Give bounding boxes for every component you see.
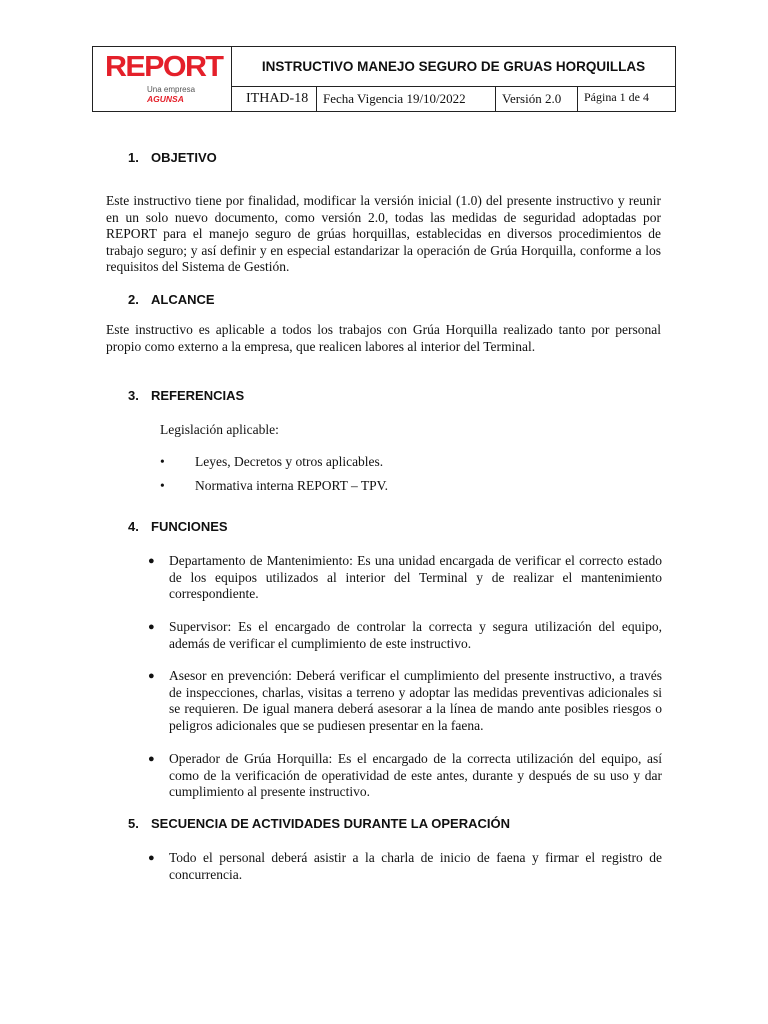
section-title-referencias: 3. REFERENCIAS <box>128 388 245 403</box>
page-number: Página 1 de 4 <box>584 90 649 104</box>
logo-tagline: Una empresa AGUNSA <box>147 85 196 104</box>
list-item: ● Todo el personal deberá asistir a la charla de inicio de faena y firmar el registro de concurrencia. <box>148 850 662 882</box>
fecha-vigencia: Fecha Vigencia 19/10/2022 <box>317 87 496 111</box>
section-title-funciones: 4. FUNCIONES <box>128 519 228 534</box>
list-item: • Leyes, Decretos y otros aplicables. <box>160 454 384 469</box>
company-logo <box>93 47 232 111</box>
list-item: ● Asesor en prevención: Deberá verificar el cumplimiento del presente instructivo, a través de inspecciones, charlas, visitas a terreno y adoptar las medidas preventivas adicionales si se requieren. De igual manera deberá asesorar a la línea de mando ante posibles riesgos o peligros adicionales que se pudiesen presentar en la faena. <box>148 668 662 733</box>
list-item: ● Operador de Grúa Horquilla: Es el encargado de la correcta utilización del equipo, así como de la verificación de operatividad de este antes, durante y después de su uso y dar cumplimiento al presente instructivo. <box>148 751 662 799</box>
logo-wordmark: REPORT <box>105 51 223 83</box>
document-header <box>92 46 676 112</box>
referencias-intro: Legislación aplicable: <box>160 422 279 437</box>
document-version: Versión 2.0 <box>496 87 578 111</box>
document-title: INSTRUCTIVO MANEJO SEGURO DE GRUAS HORQUILLAS <box>232 47 675 87</box>
section-title-objetivo: 1. OBJETIVO <box>128 150 217 165</box>
section-title-alcance: 2. ALCANCE <box>128 292 215 307</box>
list-item: ● Departamento de Mantenimiento: Es una unidad encargada de verificar el correcto estado de los equipos utilizados al interior del Terminal y de realizar el mantenimiento correspondiente. <box>148 553 662 601</box>
list-item: ● Supervisor: Es el encargado de controlar la correcta y segura utilización del equipo, además de verificar el cumplimiento de este instructivo. <box>148 619 662 651</box>
document-code: ITHAD-18 <box>232 87 317 111</box>
section-title-secuencia: 5. SECUENCIA DE ACTIVIDADES DURANTE LA OPERACIÓN <box>128 816 510 831</box>
objetivo-paragraph: Este instructivo tiene por finalidad, modificar la versión inicial (1.0) del presente instructivo y reunir en un solo nuevo documento, como versión 2.0, todas las medidas de seguridad adoptadas por REPORT para el manejo seguro de grúas horquillas, establecidas en diversos procedimientos de trabajo seguro; y así definir y en especial estandarizar la operación de Grúa Horquilla, conforme a los requisitos del Sistema de Gestión. <box>106 193 661 274</box>
alcance-paragraph: Este instructivo es aplicable a todos los trabajos con Grúa Horquilla realizado tanto por personal propio como externo a la empresa, que realicen labores al interior del Terminal. <box>106 322 661 354</box>
list-item: • Normativa interna REPORT – TPV. <box>160 478 389 493</box>
